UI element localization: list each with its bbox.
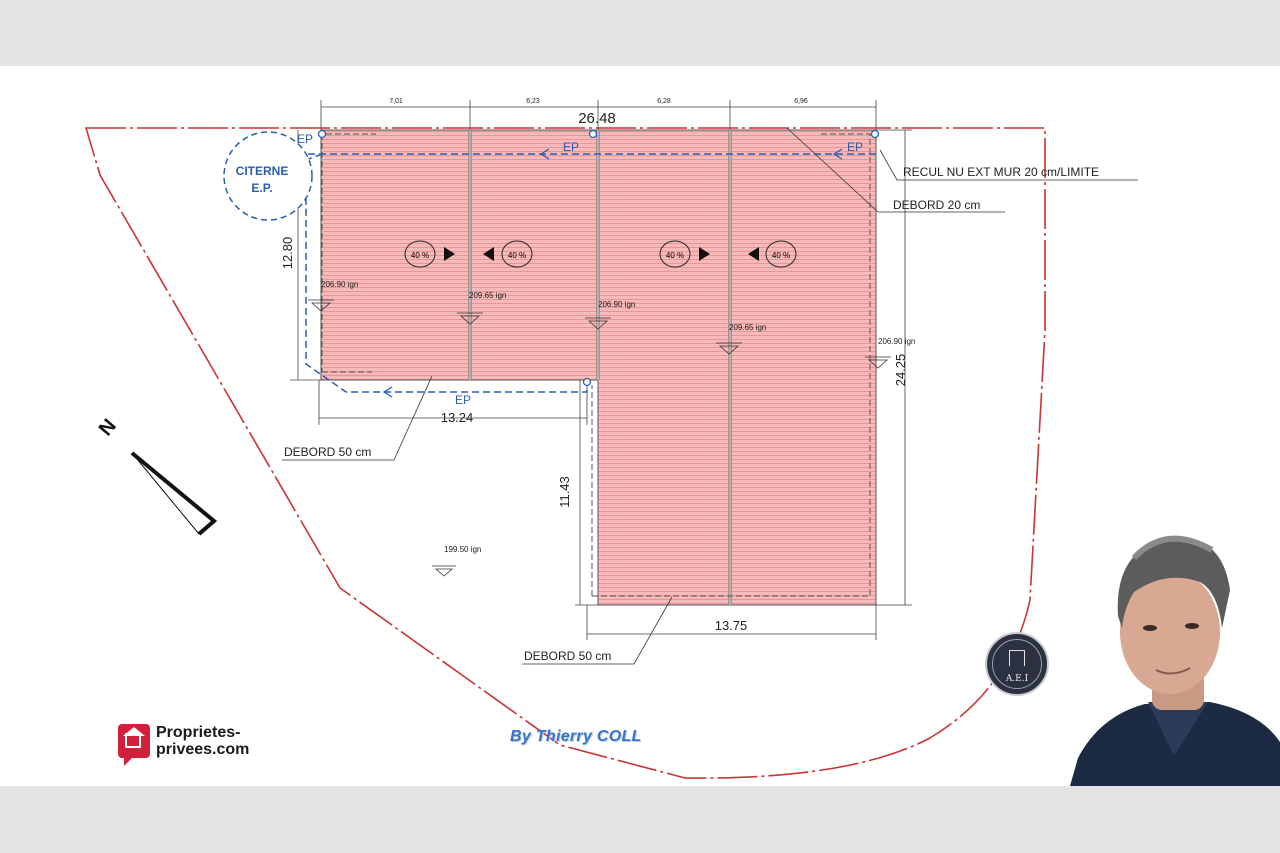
- dim-left-height: 12.80: [280, 236, 295, 270]
- cistern-label-2: E.P.: [251, 181, 273, 195]
- north-label: N: [94, 415, 121, 441]
- ep-label-right: EP: [847, 140, 864, 154]
- portrait-image: [1070, 520, 1280, 786]
- author-credit: By Thierry COLL: [510, 728, 642, 745]
- level-ground: 199.50 ign: [444, 545, 482, 554]
- level-d: 209.65 ign: [729, 323, 767, 332]
- agent-portrait: [1070, 520, 1280, 786]
- logo-line-1: Proprietes-: [156, 724, 241, 741]
- level-c: 206.90 ign: [598, 300, 636, 309]
- roof-plan: [321, 130, 876, 605]
- dim-lower-width-left: 13.24: [440, 410, 474, 425]
- slope-label: 40 %: [410, 251, 430, 260]
- dim-lower-width-right: 13.75: [714, 618, 748, 633]
- dim-segment-2: 6,23: [526, 98, 540, 105]
- seal-text: A.E.I: [1005, 674, 1029, 684]
- dim-segment-1: 7,01: [389, 98, 403, 105]
- north-arrow: [95, 415, 214, 534]
- dim-right-height: 24.25: [893, 353, 908, 387]
- cistern-label-1: CITERNE: [235, 164, 289, 178]
- ep-label-middle: EP: [563, 140, 580, 154]
- dim-overall-width: 26.48: [578, 110, 616, 127]
- recul-note: RECUL NU EXT MUR 20 cm/LIMITE: [903, 165, 1100, 179]
- ep-label-left: EP: [297, 132, 314, 146]
- brand-logo[interactable]: [118, 724, 268, 768]
- dim-lower-height: 11.43: [557, 476, 572, 508]
- dim-segment-4: 6,96: [794, 98, 808, 105]
- ep-label-bottom: EP: [455, 393, 472, 407]
- level-b: 209.65 ign: [469, 291, 507, 300]
- building-icon: [1009, 650, 1025, 666]
- level-a: 206.90 ign: [321, 280, 359, 289]
- debord-50-a: DEBORD 50 cm: [284, 445, 372, 459]
- debord-50-b: DEBORD 50 cm: [524, 649, 612, 663]
- roof-area-upper-left: [321, 130, 598, 380]
- association-seal: [985, 632, 1049, 696]
- debord-20: DEBORD 20 cm: [893, 198, 981, 212]
- level-e: 206.90 ign: [878, 337, 916, 346]
- dim-segment-3: 6,28: [657, 98, 671, 105]
- slope-label: 40 %: [665, 251, 685, 260]
- house-logo-icon: [118, 724, 150, 758]
- logo-line-2: privees.com: [156, 741, 250, 758]
- slope-label: 40 %: [507, 251, 527, 260]
- roof-area-right: [598, 130, 876, 605]
- slope-label: 40 %: [771, 251, 791, 260]
